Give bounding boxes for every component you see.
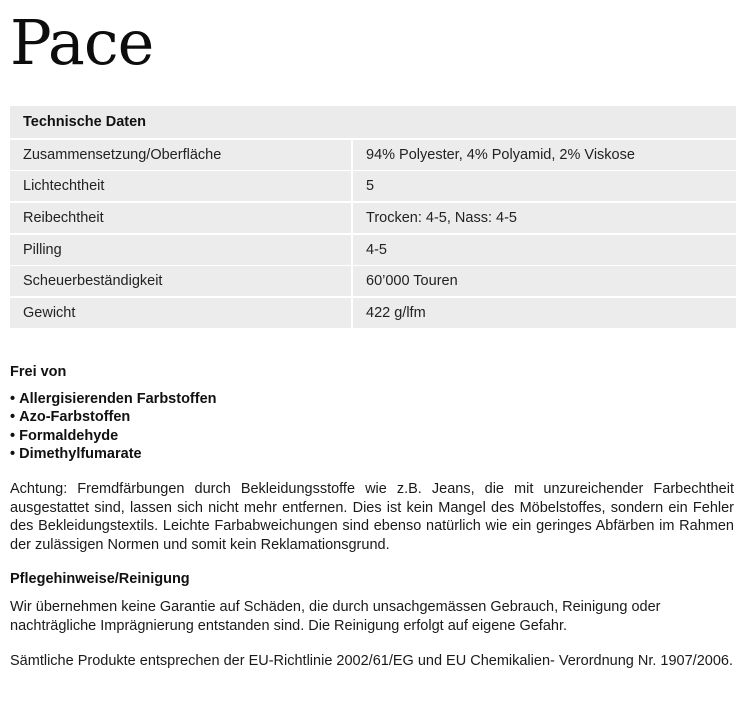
spec-label: Reibechtheit bbox=[10, 203, 351, 233]
spec-value: 5 bbox=[353, 171, 736, 201]
table-row bbox=[10, 235, 736, 265]
product-title: Pace bbox=[10, 6, 154, 79]
table-row bbox=[10, 140, 736, 170]
spec-value: Trocken: 4-5, Nass: 4-5 bbox=[353, 203, 736, 233]
table-row bbox=[10, 203, 736, 233]
spec-label: Pilling bbox=[10, 235, 351, 265]
list-item: • Formaldehyde bbox=[10, 427, 217, 445]
list-item: • Dimethylfumarate bbox=[10, 445, 217, 463]
spec-label: Scheuerbeständigkeit bbox=[10, 266, 351, 296]
free-from-title: Frei von bbox=[10, 364, 67, 380]
table-row bbox=[10, 298, 736, 328]
spec-value: 60’000 Touren bbox=[353, 266, 736, 296]
table-row bbox=[10, 266, 736, 296]
spec-value: 4-5 bbox=[353, 235, 736, 265]
list-item: • Allergisierenden Farbstoffen bbox=[10, 390, 217, 408]
technical-data-heading: Technische Daten bbox=[10, 106, 736, 138]
regulation-text: Sämtliche Produkte entsprechen der EU-Richtlinie 2002/61/EG und EU Chemikalien- Verordnung Nr. 1907/2006. bbox=[10, 653, 733, 669]
spec-value: 94% Polyester, 4% Polyamid, 2% Viskose bbox=[353, 140, 736, 170]
care-title: Pflegehinweise/Reinigung bbox=[10, 571, 190, 587]
warning-text: Achtung: Fremdfärbungen durch Bekleidungsstoffe wie z.B. Jeans, die mit unzureichender Farbechtheit ausgestattet sind, lassen sich nicht mehr entfernen. Dies ist kein Mangel des Möbelstoffes, sondern ein Fehler des Bekleidungstextils. Leichte Farbabweichungen sind ebenso natürlich wie ein geringes Abfärben im Rahmen der zulässigen Normen und somit kein Reklamationsgrund. bbox=[10, 481, 734, 553]
spec-label: Lichtechtheit bbox=[10, 171, 351, 201]
care-text: Wir übernehmen keine Garantie auf Schäden, die durch unsachgemässen Gebrauch, Reinigung oder nachträgliche Imprägnierung entstanden sind. Die Reinigung erfolgt auf eigene Gefahr. bbox=[10, 599, 661, 634]
spec-label: Zusammensetzung/Oberfläche bbox=[10, 140, 351, 170]
spec-label: Gewicht bbox=[10, 298, 351, 328]
spec-value: 422 g/lfm bbox=[353, 298, 736, 328]
list-item: • Azo-Farbstoffen bbox=[10, 408, 217, 426]
table-row bbox=[10, 171, 736, 201]
technical-data-table bbox=[10, 106, 736, 328]
free-from-list bbox=[10, 390, 217, 463]
